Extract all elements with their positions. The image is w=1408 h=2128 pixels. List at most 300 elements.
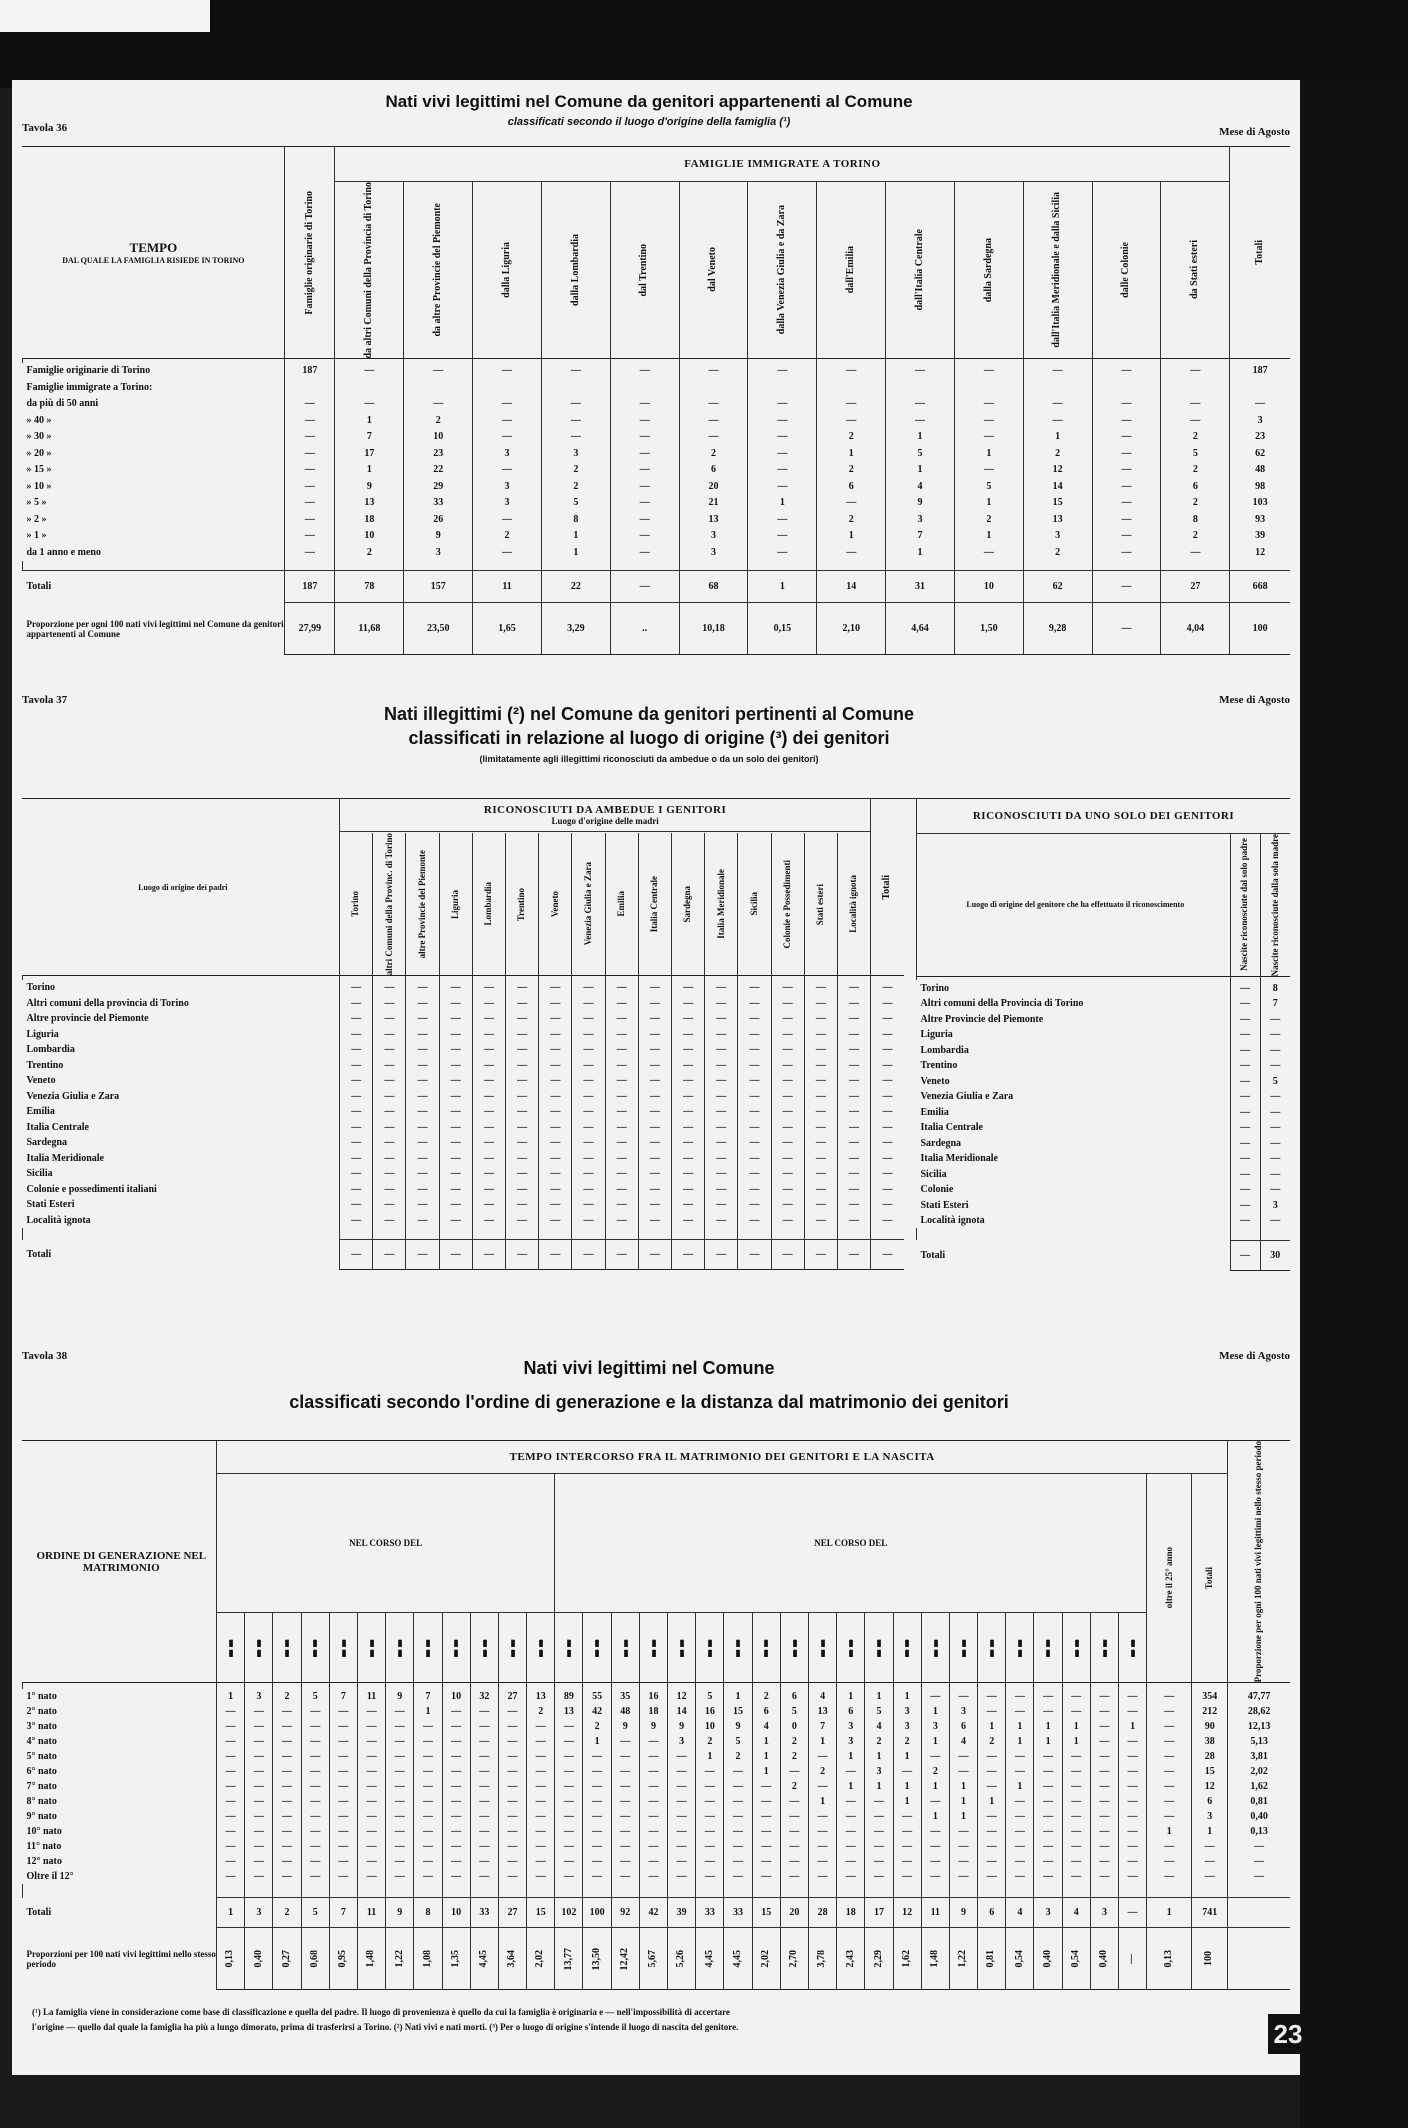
t38-cell: — [414, 1809, 442, 1824]
t38-cell: 6 [780, 1689, 808, 1704]
t37-left-totals-row [23, 1240, 905, 1270]
t38-cell: — [978, 1869, 1006, 1884]
t37-left-cell: — [406, 1057, 439, 1073]
t38-cell: — [414, 1719, 442, 1734]
t36-cell: 1 [541, 544, 610, 561]
t38-cell: — [583, 1794, 611, 1809]
t38-row [23, 1719, 1291, 1734]
t37-right-cell-padre: — [1230, 1073, 1260, 1089]
t36-cell: — [748, 445, 817, 462]
t37-left-row [23, 995, 905, 1011]
t38-prop-cell [1147, 1928, 1192, 1990]
t38-cell: — [301, 1794, 329, 1809]
t38-cell: — [1119, 1749, 1147, 1764]
t38-cell: — [1090, 1689, 1118, 1704]
t38-interval-col-header [865, 1613, 893, 1683]
t38-prop-value: 1,62 [900, 1950, 912, 1968]
t37-right-row [917, 1151, 1291, 1167]
t38-total-cell: 10 [442, 1898, 470, 1928]
t38-col-oltre [1147, 1473, 1192, 1683]
t36-cell: — [1092, 544, 1161, 561]
t37-left-cell: — [472, 1166, 505, 1182]
t38-cell: — [1147, 1809, 1192, 1824]
t36-col-header [473, 181, 542, 359]
t38-prop-value: 0,40 [252, 1950, 264, 1968]
t38-cell: — [639, 1809, 667, 1824]
t36-cell: 62 [1230, 445, 1290, 462]
t38-cell: — [357, 1839, 385, 1854]
t37-left-cell: — [572, 980, 605, 996]
t37-left-cell: — [671, 1073, 704, 1089]
t38-cell: — [808, 1839, 836, 1854]
t37-left-cell: — [373, 1135, 406, 1151]
t38-row-label: 12° nato [26, 1855, 62, 1867]
t37-left-cell: — [472, 1026, 505, 1042]
t38-stub-header: ORDINE DI GENERAZIONE NEL MATRIMONIO [36, 1549, 207, 1574]
t38-cell: 1 [921, 1734, 949, 1749]
t36-row [23, 412, 1291, 429]
t38-cell: — [611, 1734, 639, 1749]
t37-left-row-label: Emilia [26, 1106, 55, 1118]
t37-left-cell: — [340, 980, 373, 996]
t38-cell: 1 [837, 1779, 865, 1794]
t37-left-total-cell: — [373, 1240, 406, 1270]
t38-cell: — [470, 1764, 498, 1779]
t37-left-row-label: Lombardia [26, 1044, 75, 1056]
t36-stub-h2: DAL QUALE LA FAMIGLIA RISIEDE IN TORINO [62, 256, 245, 265]
t38-cell: — [217, 1719, 245, 1734]
t36-row [23, 495, 1291, 512]
t37-left-cell: — [506, 1197, 539, 1213]
t36-cell: 18 [335, 511, 404, 528]
t36-cell: 29 [404, 478, 473, 495]
t38-prop-value: 4,45 [731, 1950, 743, 1968]
t37-left-cell: — [406, 1135, 439, 1151]
t36-cell: 48 [1230, 462, 1290, 479]
t37-left-row-label: Torino [26, 982, 56, 994]
t37-title1: Nati illegittimi (²) nel Comune da genitori pertinenti al Comune [383, 704, 915, 724]
t38-total-cell: 12 [893, 1898, 921, 1928]
t38-row [23, 1809, 1291, 1824]
t38-prop-cell [245, 1928, 273, 1990]
t38-cell: — [696, 1839, 724, 1854]
t37-left-row [23, 1181, 905, 1197]
t38-cell: — [639, 1869, 667, 1884]
t37-left-cell: — [539, 995, 572, 1011]
t38-interval-col-header [752, 1613, 780, 1683]
t37-left-cell: — [738, 1166, 771, 1182]
t37-right-cell-madre: — [1260, 1151, 1290, 1167]
t38-cell: 38 [1192, 1734, 1228, 1749]
t37-left-cell: — [439, 1088, 472, 1104]
t38-cell: 10 [696, 1719, 724, 1734]
t36-cell: — [285, 511, 335, 528]
t38-cell: — [1006, 1749, 1034, 1764]
t36-cell: — [335, 363, 404, 380]
t38-cell: — [470, 1704, 498, 1719]
t37-left-cell: — [506, 1042, 539, 1058]
t38-cell: — [837, 1869, 865, 1884]
t37-left-cell: — [572, 1166, 605, 1182]
t38-cell: — [639, 1839, 667, 1854]
t37-left-col-header-label: altri Comuni della Provinc. di Torino [383, 833, 394, 976]
t36-cell: 23 [404, 445, 473, 462]
t38-cell: — [1147, 1704, 1192, 1719]
t37-left-cell: — [771, 1119, 804, 1135]
t38-cell: 7 [414, 1689, 442, 1704]
t37-right-row-label: Colonie [920, 1184, 954, 1196]
t37-left-cell: — [406, 1119, 439, 1135]
t38-prop-value: 13,50 [590, 1947, 602, 1971]
t36-row [23, 379, 1291, 396]
t38-total-cell: 15 [527, 1898, 555, 1928]
t38-cell: 3 [668, 1734, 696, 1749]
t38-interval-header-mark: ▮▮ [957, 1637, 968, 1658]
t36-cell: 1 [335, 412, 404, 429]
t36-col-header-label: dalla Liguria [500, 241, 512, 298]
t36-cell: — [335, 396, 404, 413]
t38-cell: — [668, 1824, 696, 1839]
t37-left-cell: — [871, 1011, 904, 1027]
t38-cell: — [837, 1764, 865, 1779]
t36-cell: — [1092, 511, 1161, 528]
t37-left-col-header [771, 833, 804, 976]
t38-prop-value: 100 [1203, 1951, 1215, 1967]
t37-left-cell: — [738, 1104, 771, 1120]
t38-cell: 55 [583, 1689, 611, 1704]
t38-cell: — [357, 1809, 385, 1824]
t38-cell: — [470, 1794, 498, 1809]
t36-prop-cell: 100 [1230, 603, 1290, 655]
t38-cell: 0 [780, 1719, 808, 1734]
t36-col-orig [285, 147, 335, 359]
t37-left-cell: — [572, 1150, 605, 1166]
t38-cell: — [780, 1869, 808, 1884]
t38-interval-header-mark: ▮▮ [224, 1637, 235, 1658]
t38-cell: — [1006, 1869, 1034, 1884]
t38-cell: — [1119, 1854, 1147, 1869]
t38-cell: 47,77 [1228, 1689, 1290, 1704]
t37-left-cell: — [506, 1119, 539, 1135]
t38-interval-col-header [329, 1613, 357, 1683]
t36-cell: — [679, 363, 748, 380]
t36-cell: 12 [1023, 462, 1092, 479]
t36-cell: — [1161, 544, 1230, 561]
t38-prop-value: 0,81 [985, 1950, 997, 1968]
t36-col-header [679, 181, 748, 359]
t37-left-cell: — [705, 1119, 738, 1135]
t38-cell: — [357, 1779, 385, 1794]
t37-right-row-label: Liguria [920, 1029, 953, 1041]
t38-cell: — [357, 1794, 385, 1809]
t37-left-cell: — [638, 1088, 671, 1104]
t37-right-row-label: Italia Meridionale [920, 1153, 998, 1165]
t38-cell: 1 [893, 1794, 921, 1809]
t37-left-cell: — [439, 1104, 472, 1120]
t36-cell [817, 379, 886, 396]
t37-left-cell: — [771, 1181, 804, 1197]
t36-row [23, 511, 1291, 528]
t38-cell: — [470, 1824, 498, 1839]
t38-cell: — [1090, 1869, 1118, 1884]
t38-cell: 1 [921, 1704, 949, 1719]
t37-month: Mese di Agosto [1219, 694, 1290, 706]
t38-cell: 27 [498, 1689, 526, 1704]
t38-cell: — [978, 1839, 1006, 1854]
t36-total-cell: 1 [748, 571, 817, 603]
t37-left-cell: — [406, 1181, 439, 1197]
t38-cell: — [1147, 1869, 1192, 1884]
t37-left-cell: — [340, 1150, 373, 1166]
t37-left-cell: — [837, 1150, 870, 1166]
t38-prop-cell [357, 1928, 385, 1990]
t38-total-cell: 3 [1090, 1898, 1118, 1928]
t37-right-cell-madre: — [1260, 1058, 1290, 1074]
t37-left-cell: — [439, 1042, 472, 1058]
t38-cell: — [527, 1764, 555, 1779]
t37-left-col-header [539, 833, 572, 976]
t38-cell: — [470, 1839, 498, 1854]
t36-cell: — [473, 363, 542, 380]
t36-cell: 1 [886, 462, 955, 479]
t36-cell: — [473, 511, 542, 528]
t36-cell: 1 [748, 495, 817, 512]
t36-cell: 187 [1230, 363, 1290, 380]
t38-interval-header-mark: ▮▮ [845, 1637, 856, 1658]
t36-cell: 23 [1230, 429, 1290, 446]
t36-cell [748, 379, 817, 396]
t36-cell: 14 [1023, 478, 1092, 495]
t37-left-cell: — [871, 1026, 904, 1042]
t37-label: Tavola 37 [22, 694, 68, 706]
t37-right-cell-padre: — [1230, 980, 1260, 996]
t37-left-cell: — [539, 1026, 572, 1042]
t38-cell: — [611, 1869, 639, 1884]
t38-total-cell: 20 [780, 1898, 808, 1928]
t37-right-cell-padre: — [1230, 1104, 1260, 1120]
t37-left-cell: — [705, 1181, 738, 1197]
page-number: 23 [1268, 2014, 1308, 2054]
t38-interval-col-header [893, 1613, 921, 1683]
t37-left-cell: — [638, 980, 671, 996]
t37-left-cell: — [871, 1057, 904, 1073]
t38-row [23, 1824, 1291, 1839]
t38-prop-value: 4,45 [703, 1950, 715, 1968]
t38-interval-col-header [611, 1613, 639, 1683]
t37-left-cell: — [837, 1104, 870, 1120]
t36-cell: — [954, 363, 1023, 380]
t37-left-cell: — [406, 1150, 439, 1166]
t38-prop-value: 1,22 [393, 1950, 405, 1968]
t38-cell: 15 [1192, 1764, 1228, 1779]
t36-col-header-label: dall'Italia Centrale [913, 229, 925, 311]
t38-cell: — [1090, 1749, 1118, 1764]
t37-left-row-label: Altre provincie del Piemonte [26, 1013, 149, 1025]
t37-right-col-madre-label: Nascite riconosciute dalla sola madre [1269, 833, 1280, 976]
t38-prop-row [23, 1928, 1291, 1990]
t37-left-cell: — [472, 1181, 505, 1197]
t36-col-header-label: dall'Italia Meridionale e dalla Sicilia [1051, 191, 1063, 348]
t38-prop-value: — [1126, 1953, 1138, 1964]
t38-cell: — [527, 1734, 555, 1749]
t36-row [23, 445, 1291, 462]
t38-cell: — [414, 1824, 442, 1839]
t38-cell: — [696, 1794, 724, 1809]
t38-group-header: TEMPO INTERCORSO FRA IL MATRIMONIO DEI GENITORI E LA NASCITA [217, 1441, 1228, 1473]
t37-right-cell-padre: — [1230, 1011, 1260, 1027]
t38-row-label: 10° nato [26, 1825, 62, 1837]
t37-right-row-label: Emilia [920, 1106, 949, 1118]
t38-cell: — [329, 1734, 357, 1749]
t37-left-cell: — [671, 1197, 704, 1213]
t38-total-cell: 42 [639, 1898, 667, 1928]
t38-cell: — [639, 1749, 667, 1764]
t38-prop-cell [752, 1928, 780, 1990]
t38-interval-header-mark: ▮▮ [675, 1637, 686, 1658]
t37-left-cell: — [804, 980, 837, 996]
t38-prop-value: 1,48 [365, 1950, 377, 1968]
t38-prop-value: 0,54 [1013, 1950, 1025, 1968]
t38-interval-col-header [555, 1613, 583, 1683]
t37-left-cell: — [472, 1073, 505, 1089]
t38-cell: 2 [780, 1734, 808, 1749]
t38-cell: — [555, 1869, 583, 1884]
t36-cell: 1 [886, 429, 955, 446]
t38-interval-header-mark: ▮▮ [816, 1637, 827, 1658]
t36-cell [679, 379, 748, 396]
t37-right-totals-label: Totali [920, 1249, 946, 1261]
t37-left-total-cell: — [705, 1240, 738, 1270]
t36-cell: 1 [886, 544, 955, 561]
t37-left-cell: — [340, 1088, 373, 1104]
t38-cell: — [301, 1839, 329, 1854]
t37-left-row-label: Sicilia [26, 1168, 53, 1180]
t38-prop-value: 2,02 [534, 1950, 546, 1968]
t38-cell: — [245, 1809, 273, 1824]
t38-interval-col-header [1034, 1613, 1062, 1683]
t38-row [23, 1764, 1291, 1779]
t37-right-cell-padre: — [1230, 1120, 1260, 1136]
t37-left-cell: — [340, 1011, 373, 1027]
t38-cell: — [1062, 1809, 1090, 1824]
t38-cell: — [273, 1824, 301, 1839]
t38-cell: — [780, 1809, 808, 1824]
t36-cell [335, 379, 404, 396]
t36-cell: — [473, 544, 542, 561]
t37-right-total-cell: 30 [1260, 1240, 1290, 1270]
t38-cell: — [357, 1719, 385, 1734]
t37-left-cell: — [671, 1150, 704, 1166]
t36-col-header-label: dalla Lombardia [569, 233, 581, 306]
t37-left-total-cell: — [671, 1240, 704, 1270]
t38-sub-right: NEL CORSO DEL [555, 1473, 1147, 1613]
t37-left-row-label: Liguria [26, 1028, 59, 1040]
t38-col-tot [1192, 1473, 1228, 1683]
t37-left-cell: — [804, 1073, 837, 1089]
t37-left-col-header-label: Sicilia [748, 892, 759, 916]
t36-prop-cell: 11,68 [335, 603, 404, 655]
t37-left-cell: — [738, 1011, 771, 1027]
t37-left-cell: — [373, 1181, 406, 1197]
t37-left-cell: — [472, 1150, 505, 1166]
t38-total-cell: 8 [414, 1898, 442, 1928]
t37-left-cell: — [373, 1212, 406, 1228]
t37-left-cell: — [738, 1042, 771, 1058]
t38-row-label: 11° nato [26, 1840, 62, 1852]
t36-cell: — [748, 429, 817, 446]
t38-cell: — [696, 1809, 724, 1824]
t37-left-cell: — [539, 1011, 572, 1027]
t38-cell: — [555, 1719, 583, 1734]
t36-cell: 6 [817, 478, 886, 495]
t36-cell: 1 [335, 462, 404, 479]
t38-prop-value: 0,54 [1070, 1950, 1082, 1968]
t37-left-cell: — [837, 1088, 870, 1104]
t38-cell: — [668, 1794, 696, 1809]
t37-left-cell: — [506, 1212, 539, 1228]
t37-left-table [22, 799, 904, 1270]
t38-prop-cell [978, 1928, 1006, 1990]
t38-cell: — [1006, 1794, 1034, 1809]
t38-prop-value: 0,13 [1162, 1950, 1174, 1968]
t38-cell: — [442, 1749, 470, 1764]
t38-cell: — [921, 1689, 949, 1704]
t38-cell: 3 [837, 1734, 865, 1749]
t36-cell: — [679, 412, 748, 429]
t36-cell: — [610, 511, 679, 528]
t37-left-cell: — [539, 1166, 572, 1182]
t36-cell: — [748, 544, 817, 561]
t36-cell: 187 [285, 363, 335, 380]
t38-cell: 3,81 [1228, 1749, 1290, 1764]
t36-cell: 5 [886, 445, 955, 462]
t36-cell: 5 [954, 478, 1023, 495]
t36-col-header [748, 181, 817, 359]
t38-cell: 9 [668, 1719, 696, 1734]
t36-cell: 3 [541, 445, 610, 462]
t38-cell: — [498, 1779, 526, 1794]
t37-left-cell: — [572, 1057, 605, 1073]
t38-prop-cell [442, 1928, 470, 1990]
t36-cell: 15 [1023, 495, 1092, 512]
t36-cell: — [610, 429, 679, 446]
t38-row [23, 1854, 1291, 1869]
t37-left-cell: — [539, 1104, 572, 1120]
t36-cell [610, 379, 679, 396]
t36-cell: — [1092, 363, 1161, 380]
t38-cell: — [470, 1719, 498, 1734]
t37-left-cell: — [340, 1073, 373, 1089]
t38-total-cell [1228, 1898, 1290, 1928]
t38-prop-value: 5,26 [675, 1950, 687, 1968]
t37-left-cell: — [406, 1011, 439, 1027]
t38-cell: — [1062, 1854, 1090, 1869]
t37-right-row-label: Trentino [920, 1060, 958, 1072]
t38-cell: — [808, 1854, 836, 1869]
t37-left-cell: — [705, 980, 738, 996]
t37-left-cell: — [373, 1011, 406, 1027]
t37-left-cell: — [472, 1212, 505, 1228]
t36-cell: 17 [335, 445, 404, 462]
t37-left-cell: — [572, 995, 605, 1011]
t38-cell: — [1062, 1839, 1090, 1854]
t38-cell: — [217, 1869, 245, 1884]
t36-cell: 2 [473, 528, 542, 545]
t38-prop-cell [414, 1928, 442, 1990]
t37-left-cell: — [771, 1150, 804, 1166]
t36-cell: — [404, 396, 473, 413]
t36-cell: — [610, 396, 679, 413]
